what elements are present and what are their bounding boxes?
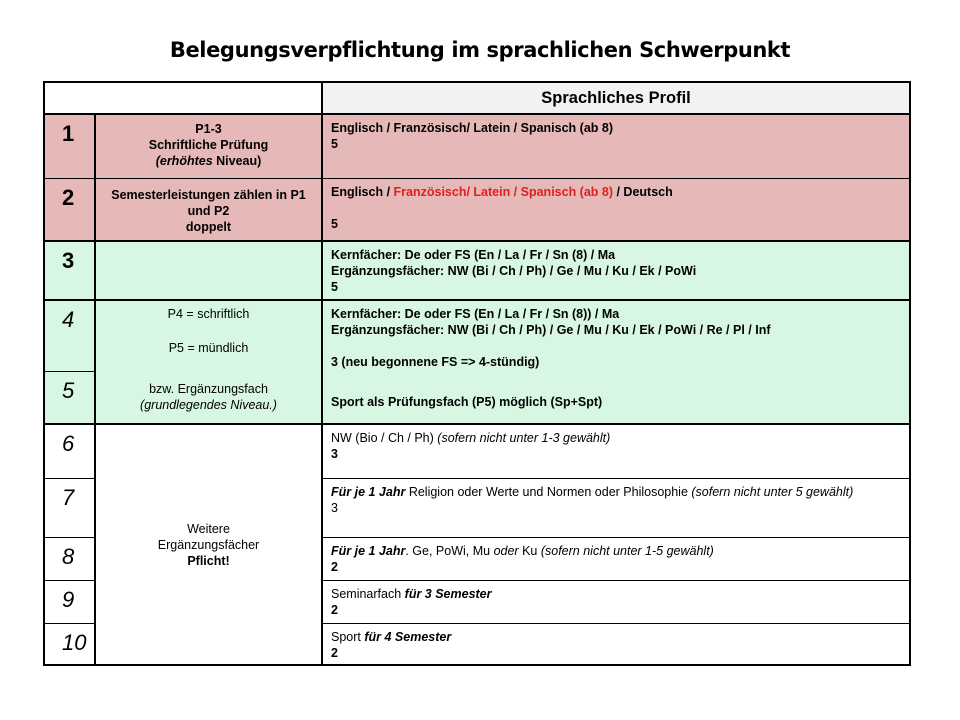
alt-subject-cell	[95, 371, 322, 424]
p1-3-level: (erhöhtes Niveau)	[155, 154, 262, 168]
row-hours: 5	[331, 216, 338, 231]
p1-2-note-cell	[95, 178, 322, 241]
row-text: Seminarfach für 3 Semester	[331, 586, 492, 601]
row-3-content	[322, 241, 910, 300]
row-6-content	[322, 424, 910, 478]
row-3-mid-empty	[95, 241, 322, 300]
mandatory-label: Pflicht!	[187, 553, 230, 568]
row-text: Ergänzungsfächer: NW (Bi / Ch / Ph) / Ge / Mu / Ku / Ek / PoWi / Re / Pl / Inf	[331, 323, 771, 337]
row-hours: 2	[331, 559, 338, 574]
row-number: 7	[44, 478, 95, 537]
row-number: 8	[44, 537, 95, 580]
row-number: 4	[44, 300, 95, 371]
row-hours: 3	[331, 447, 338, 461]
more-subjects-cell	[95, 424, 322, 665]
p4-p5-cell	[95, 300, 322, 371]
p5-label: P5 = mündlich	[168, 341, 249, 355]
alt-subject-label: bzw. Ergänzungsfach	[149, 382, 268, 396]
row-number: 1	[44, 114, 95, 178]
p1-2-note-line: und P2	[187, 203, 230, 218]
p1-2-note-line: doppelt	[185, 219, 232, 234]
row-text: Ergänzungsfächer: NW (Bi / Ch / Ph) / Ge / Mu / Ku / Ek / PoWi	[331, 264, 697, 278]
row-hours: 5	[331, 280, 338, 294]
table-row	[44, 241, 910, 300]
row-number: 10	[44, 623, 95, 665]
page-title: Belegungsverpflichtung im sprachlichen Schwerpunkt	[169, 38, 791, 62]
row-text: Englisch / Französisch/ Latein / Spanisch (ab 8)	[331, 121, 614, 135]
row-4-5-content	[322, 300, 910, 424]
table-header-row	[44, 82, 910, 114]
row-number: 5	[44, 371, 95, 424]
p1-3-subtitle: Schriftliche Prüfung	[148, 138, 269, 152]
row-hours: 3 (neu begonnene FS => 4-stündig)	[331, 355, 540, 369]
row-2-content	[322, 178, 910, 241]
row-hours: 2	[331, 645, 338, 660]
row-text: Sport für 4 Semester	[331, 629, 452, 644]
table-row	[44, 300, 910, 371]
obligation-table	[43, 81, 911, 666]
row-text: Kernfächer: De oder FS (En / La / Fr / Sn (8) / Ma	[331, 248, 616, 262]
row-hours: 2	[331, 602, 338, 617]
header-profile: Sprachliches Profil	[322, 82, 910, 114]
table-row	[44, 178, 910, 241]
table-row	[44, 114, 910, 178]
row-number: 3	[44, 241, 95, 300]
row-number: 9	[44, 580, 95, 623]
p1-3-cell	[95, 114, 322, 178]
row-8-content	[322, 537, 910, 580]
row-text: Kernfächer: De oder FS (En / La / Fr / Sn (8)) / Ma	[331, 307, 620, 321]
p1-2-note-line: Semesterleistungen zählen in P1	[111, 187, 306, 202]
row-1-content	[322, 114, 910, 178]
row-text: Für je 1 Jahr Religion oder Werte und Normen oder Philosophie (sofern nicht unter 5 gewählt)	[331, 484, 854, 499]
alt-subject-level: (grundlegendes Niveau.)	[140, 398, 277, 412]
p4-label: P4 = schriftlich	[167, 307, 250, 321]
row-text: Für je 1 Jahr. Ge, PoWi, Mu oder Ku (sofern nicht unter 1-5 gewählt)	[331, 543, 714, 558]
row-number: 2	[44, 178, 95, 241]
row-number: 6	[44, 424, 95, 478]
row-hours: 3	[331, 500, 338, 515]
row-7-content	[322, 478, 910, 537]
header-empty-cell	[44, 82, 322, 114]
row-hours: 5	[331, 137, 338, 151]
p1-3-title: P1-3	[195, 122, 222, 136]
row-text: Sport als Prüfungsfach (P5) möglich (Sp+Spt)	[331, 395, 603, 409]
row-text: NW (Bio / Ch / Ph) (sofern nicht unter 1-3 gewählt)	[331, 431, 611, 445]
more-subjects-line: Ergänzungsfächer	[157, 537, 260, 552]
more-subjects-line: Weitere	[187, 521, 230, 536]
table-row	[44, 424, 910, 478]
row-text: Englisch / Französisch/ Latein / Spanisch (ab 8) / Deutsch	[331, 184, 673, 199]
row-10-content	[322, 623, 910, 665]
row-9-content	[322, 580, 910, 623]
